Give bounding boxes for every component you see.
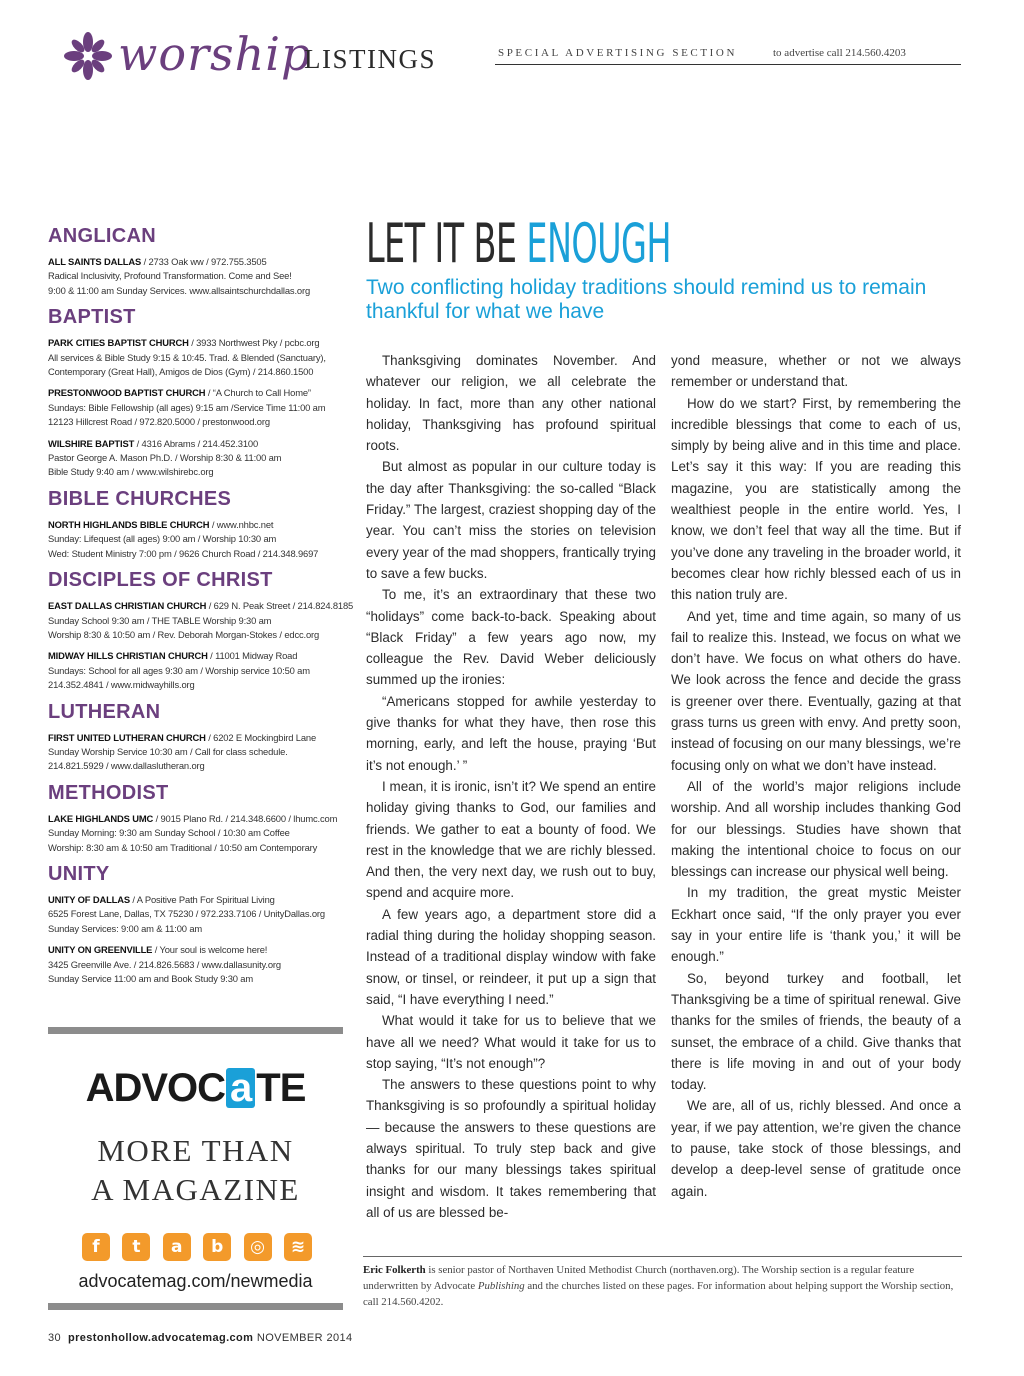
church-detail-line: Sunday Morning: 9:30 am Sunday School / 10:30 am Coffee [48,827,290,839]
church-address: / 6202 E Mockingbird Lane [205,731,317,743]
church-listing [48,255,348,298]
church-name: UNITY OF DALLAS [48,893,130,905]
church-listing [48,518,348,561]
headline-part1: LET IT BE [366,212,527,275]
article-paragraph: What would it take for us to believe that we have all we need? What would it take for us to stop saying, “It’s not enough”? [366,1013,656,1071]
church-listing [48,437,348,480]
church-name: PARK CITIES BAPTIST CHURCH [48,337,189,349]
church-name: MIDWAY HILLS CHRISTIAN CHURCH [48,650,208,662]
article-paragraph: The answers to these questions point to why Thanksgiving is so profoundly a spiritual holiday — because the answers to these questions are always spiritual. To truly step back and give thanks for our many blessings takes spiritual insight and wisdom. It takes remembering that all of us are blessed be- [366,1077,656,1220]
church-listing [48,731,348,774]
church-detail-line: Bible Study 9:40 am / www.wilshirebc.org [48,466,214,478]
denomination-heading: ANGLICAN [48,225,156,247]
blog-icon[interactable]: b [203,1233,231,1261]
facebook-icon[interactable]: f [82,1233,110,1261]
podcast-icon[interactable]: ◎ [244,1233,272,1261]
church-first-line [48,731,348,745]
church-name: NORTH HIGHLANDS BIBLE CHURCH [48,518,210,530]
article-paragraph: I mean, it is ironic, isn’t it? We spend an entire holiday giving thanks to God, our families and friends. We gather to eat a bounty of food. We rest in the knowledge that we are richly blessed. And then, the very next day, we rush out to buy, spend and acquire more. [366,778,656,901]
church-detail-line: 214.352.4841 / www.midwayhills.org [48,679,195,691]
church-detail-line: Pastor George A. Mason Ph.D. / Worship 8:30 & 11:00 am [48,452,282,464]
article-paragraph: And yet, time and time again, so many of us fail to realize this. Instead, we focus on what we don’t have. We focus on what others do have. We look across the fence and decide the grass is greener over there. Eventually, gazing at that grass turns us green with envy. And pretty soon, instead of focusing on our many blessings, we’re focusing only on what we don’t have instead. [671,608,961,773]
ad-tagline-2: A MAGAZINE [91,1172,300,1207]
article-deck: Two conflicting holiday traditions should remind us to remain thankful for what we have [366,276,927,323]
church-detail-line: Wed: Student Ministry 7:00 pm / 9626 Church Road / 214.348.9697 [48,547,319,559]
bio-name: Eric Folkerth [363,1264,426,1276]
logo-pre: ADVOC [85,1066,226,1110]
headline-part2: ENOUGH [526,212,671,275]
church-listing [48,336,348,379]
church-first-line [48,255,348,269]
footer-issue: NOVEMBER 2014 [256,1332,353,1344]
footer-site: prestonhollow.advocatemag.com [67,1332,254,1344]
asterisk-flourish-icon [62,30,114,82]
bio-text-1: is senior pastor of Northaven United Methodist Church (northaven.org). The Worship section is a regular feature underwritten by Advocate [363,1264,915,1292]
church-detail-line: Sunday: Lifequest (all ages) 9:00 am / Worship 10:30 am [48,533,277,545]
denomination-heading: DISCIPLES OF CHRIST [48,569,273,592]
church-listing [48,386,348,429]
church-listing [48,599,354,642]
denomination-heading: BAPTIST [48,306,136,329]
ad-url[interactable]: advocatemag.com/newmedia [78,1271,313,1291]
amazon-icon[interactable]: a [163,1233,191,1261]
church-detail-line: Sunday Worship Service 10:30 am / Call for class schedule. [48,745,288,757]
church-first-line [48,599,354,613]
church-detail-line: 12123 Hillcrest Road / 972.820.5000 / prestonwood.org [48,416,270,428]
article-paragraph: A few years ago, a department store did a radial thing during the holiday shopping season. Instead of a traditional display window with fake snow, or tinsel, or reindeer, it put up a sign that said, “I have everything I need.” [366,906,656,1007]
article-paragraph: But almost as popular in our culture today is the day after Thanksgiving: the so-called “Black Friday.” The largest, craziest shopping day of the year. You can’t miss the stories on television every year of the mad shoppers, frantically trying to save a few bucks. [366,459,656,581]
church-name: PRESTONWOOD BAPTIST CHURCH [48,387,206,399]
article-paragraph: We are, all of us, richly blessed. And once a year, if we pay attention, we’re given the chance to pause, take stock of those blessings, and develop a deep-level sense of gratitude once again. [671,1098,961,1199]
church-name: UNITY ON GREENVILLE [48,944,153,956]
church-detail-line: Contemporary (Great Hall), Amigos de Dios (Gym) / 214.860.1500 [48,366,314,378]
church-detail-line: Sundays: Bible Fellowship (all ages) 9:15 am /Service Time 11:00 am [48,401,326,413]
logo-box: a [226,1068,255,1108]
church-name: FIRST UNITED LUTHERAN CHURCH [48,731,206,743]
bio-text-2: and the churches listed on these pages. For information about helping support the Worship section, call 214.560.4202. [363,1280,954,1308]
article-paragraph: All of the world’s major religions include worship. And all worship includes thanking God for our blessings. Studies have shown that making the intentional choice to focus on our blessings can increase our physical well being. [671,778,961,880]
church-detail-line: Sundays: School for all ages 9:30 am / Worship service 10:50 am [48,664,310,676]
advertise-contact: to advertise call 214.560.4203 [773,47,906,59]
church-detail-line: Radical Inclusivity, Profound Transformation. Come and See! [48,270,292,282]
church-first-line [48,649,348,663]
ad-tagline-1: MORE THAN [97,1133,294,1168]
logo-post: TE [256,1066,306,1110]
church-name: ALL SAINTS DALLAS [48,256,142,267]
church-first-line [48,943,348,957]
denomination-heading: UNITY [48,862,110,885]
church-detail-line: 3425 Greenville Ave. / 214.826.5683 / www.dallasunity.org [48,958,281,970]
church-address: / 9015 Plano Rd. / 214.348.6600 / lhumc.com [153,812,338,824]
bio-italic: Publishing [477,1280,525,1292]
church-detail-line: 214.821.5929 / www.dallaslutheran.org [48,760,205,772]
page-number: 30 [48,1332,62,1344]
article-paragraph: yond measure, whether or not we always remember or understand that. [671,353,961,390]
article-paragraph: “Americans stopped for awhile yesterday to give thanks for what they have, then rose this morning, early, and left the house, praying ‘But it’s not enough.’ ” [366,693,656,773]
church-first-line [48,518,348,532]
section-brand-word: worship [118,27,312,81]
church-detail-line: Worship: 8:30 am & 10:50 am Traditional / 10:50 am Contemporary [48,841,318,853]
article-paragraph: To me, it’s an extraordinary that these two “holidays” come back-to-back. Speaking about “Black Friday” a few years ago now, my colleague the Rev. David Weber deliciously summed up the ironies: [366,587,656,688]
church-address: / Your soul is welcome here! [152,944,268,956]
denomination-heading: BIBLE CHURCHES [48,487,232,510]
church-detail-line: All services & Bible Study 9:15 & 10:45. Trad. & Blended (Sanctuary), [48,351,326,363]
section-label: SPECIAL ADVERTISING SECTION [498,47,738,59]
church-detail-line: Sunday Services: 9:00 am & 11:00 am [48,922,203,934]
church-first-line [48,893,348,907]
article-paragraph: In my tradition, the great mystic Meister Eckhart once said, “If the only prayer you ever say in your entire life is ‘thank you,’ it will be enough.” [671,885,961,965]
article-paragraph: Thanksgiving dominates November. And whatever our religion, we all celebrate the holiday. In fact, more than any other national holiday, Thanksgiving has profound spiritual roots. [366,353,656,454]
section-brand-suffix: LISTINGS [304,44,436,74]
church-detail-line: 6525 Forest Lane, Dallas, TX 75230 / 972.233.7106 / UnityDallas.org [48,908,325,920]
church-first-line [48,812,348,826]
church-address: / 4316 Abrams / 214.452.3100 [134,437,259,449]
church-listing [48,649,348,692]
twitter-icon[interactable]: t [122,1233,150,1261]
church-name: LAKE HIGHLANDS UMC [48,812,154,824]
worship-listings [48,224,354,993]
article-column-1 [366,350,656,1223]
church-detail-line: Worship 8:30 & 10:50 am / Rev. Deborah Morgan-Stokes / edcc.org [48,628,320,640]
church-detail-line: Sunday Service 11:00 am and Book Study 9:30 am [48,973,254,984]
denomination-heading: LUTHERAN [48,700,161,723]
church-name: WILSHIRE BAPTIST [48,437,135,449]
page-footer [48,1332,353,1344]
church-name: EAST DALLAS CHRISTIAN CHURCH [48,600,207,612]
article-paragraph: So, beyond turkey and football, let Thanksgiving be a time of spiritual renewal. Give thanks for the smiles of friends, the beauty of a sunset, the embrace of a child. Give thanks that there is life moving in and out of your body today. [671,970,961,1093]
church-address: / 11001 Midway Road [207,650,298,662]
social-icons [82,1233,312,1261]
article-headline [366,214,671,274]
advocate-logo [48,1066,343,1111]
church-address: / 629 N. Peak Street / 214.824.8185 [206,600,354,612]
church-first-line [48,437,348,451]
bio-rule [363,1256,962,1257]
church-address: / A Positive Path For Spiritual Living [129,893,275,905]
header-rule [495,64,961,65]
church-first-line [48,336,348,350]
church-first-line [48,386,348,400]
church-listing [48,943,348,986]
church-listing [48,893,348,936]
church-address: / www.nhbc.net [209,518,274,530]
article-paragraph: How do we start? First, by remembering the incredible blessings that come to each of us, simply by being alive and in this time and place. Let’s say it this way: If you are reading this magazine, you are statistically among the wealthiest people in the entire world. Yes, I know, we don’t feel that way all the time. But if you’ve done any traveling in the broader world, it becomes clear how richly blessed each of us in this nation truly are. [671,395,961,603]
denomination-heading: METHODIST [48,781,169,804]
church-listing [48,812,348,855]
rss-icon[interactable]: ≋ [284,1233,312,1261]
church-detail-line: 9:00 & 11:00 am Sunday Services. www.allsaintschurchdallas.org [48,284,311,296]
church-address: / 2733 Oak ww / 972.755.3505 [141,256,267,267]
author-bio [363,1262,961,1310]
church-detail-line: Sunday School 9:30 am / THE TABLE Worship 9:30 am [48,614,272,626]
article-column-2 [671,350,961,1202]
church-address: / 3933 Northwest Pky / pcbc.org [188,337,320,349]
church-address: / “A Church to Call Home” [205,387,311,399]
